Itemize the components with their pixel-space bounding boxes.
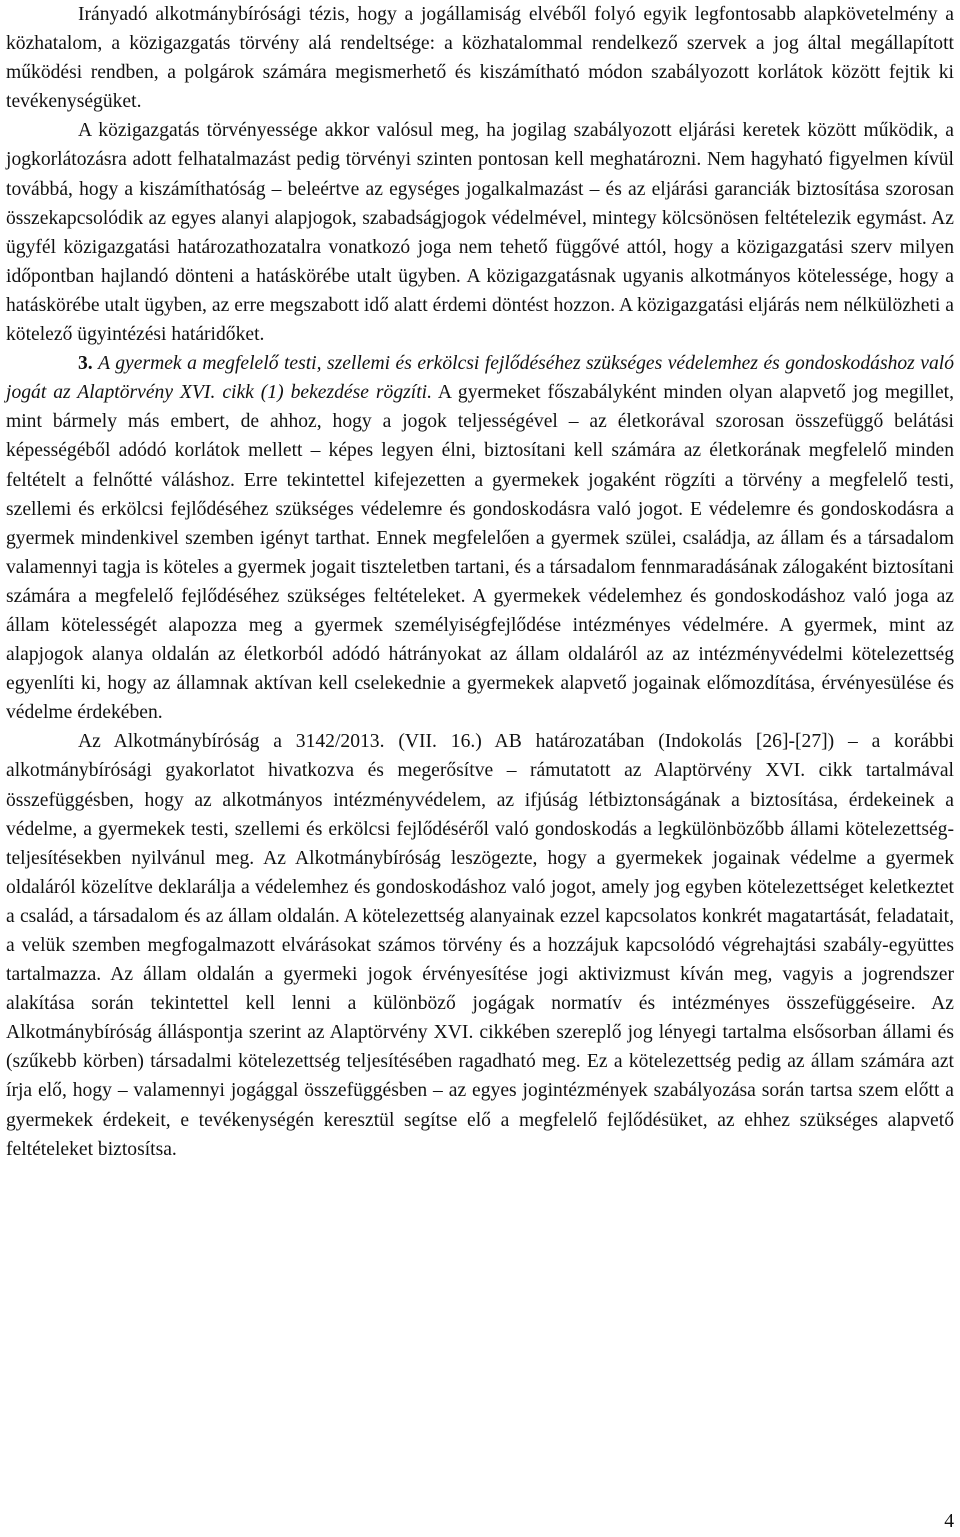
document-page xyxy=(6,0,954,1164)
paragraph-4: Az Alkotmánybíróság a 3142/2013. (VII. 16.) AB határozatában (Indokolás [26]-[27]) – a korábbi alkotmánybírósági gyakorlatot hivatkozva és megerősítve – rámutatott az Alaptörvény XVI. cikk tartalmával összefüggésben, hogy az alkotmányos intézményvédelem, az ifjúság létbiztonságának a biztosítása, érdekeinek a védelme, a gyermekek testi, szellemi és erkölcsi fejlődéséről való gondoskodás a legkülönbözőbb állami kötelezettség-teljesítésekben nyilvánul meg. Az Alkotmánybíróság leszögezte, hogy a gyermekek jogainak védelme a gyermek oldaláról közelítve deklarálja a védelemhez és gondoskodáshoz való jogot, amely jog egyben kötelezettséget keletkeztet a család, a társadalom és az állam oldalán. A kötelezettség alanyainak ezzel kapcsolatos konkrét magatartását, feladatait, a velük szemben megfogalmazott elvárásokat számos törvény és a hozzájuk kapcsolódó végrehajtási szabály-együttes tartalmazza. Az állam oldalán a gyermeki jogok érvényesítése jogi aktivizmust kíván meg, vagyis a jogrendszer alakítása során tekintettel kell lenni a különböző jogágak normatív és intézményes összefüggéseire. Az Alkotmánybíróság álláspontja szerint az Alaptörvény XVI. cikkében szereplő jog lényegi tartalma elsősorban állami és (szűkebb körben) társadalmi kötelezettség teljesítésében ragadható meg. Ez a kötelezettség pedig az állam számára azt írja elő, hogy – valamennyi jogággal összefüggésben – az egyes jogintézmények szabályozása során tartsa szem előtt a gyermekek érdekeit, e tevékenységén keresztül segítse elő a megfelelő fejlődésüket, az ehhez szükséges alapvető feltételeket biztosítsa. xyxy=(6,731,954,1160)
page-number: 4 xyxy=(944,1511,954,1532)
section-italic-lead: A gyermek a megfelelő testi, szellemi és erkölcsi fejlődéséhez szükséges védelemhez és gondoskodáshoz való jogát az Alaptörvény XVI. cikk (1) bekezdése rögzíti. xyxy=(6,353,954,404)
paragraph-3 xyxy=(6,349,954,727)
paragraph-1: Irányadó alkotmánybírósági tézis, hogy a jogállamiság elvéből folyó egyik legfontosabb alapkövetelmény a közhatalom, a közigazgatás törvény alá rendeltsége: a közhatalommal rendelkező szervek a jog által megállapított működési rendben, a polgárok számára megismerhető és kiszámítható módon szabályozott korlátok között fejtik ki tevékenységüket. xyxy=(6,4,954,113)
section-number: 3. xyxy=(78,353,93,375)
paragraph-2: A közigazgatás törvényessége akkor valósul meg, ha jogilag szabályozott eljárási keretek között működik, a jogkorlátozásra adott felhatalmazást pedig törvényi szinten pontosan kell meghatározni. Nem hagyható figyelmen kívül továbbá, hogy a kiszámíthatóság – beleértve az egységes jogalkalmazást – és az eljárási garanciák biztosítása szorosan összekapcsolódik az egyes alanyi alapjogok, szabadságjogok védelmével, mintegy kölcsönösen feltételezik egymást. Az ügyfél közigazgatási határozathozatalra vonatkozó joga nem tehető függővé attól, hogy a közigazgatási szerv milyen időpontban hajlandó dönteni a hatáskörébe utalt ügyben. A közigazgatásnak ugyanis alkotmányos kötelessége, hogy a hatáskörébe utalt ügyben, az erre megszabott idő alatt érdemi döntést hozzon. A közigazgatási eljárás nem nélkülözheti a kötelező ügyintézési határidőket. xyxy=(6,120,954,346)
section-body-text: A gyermeket főszabályként minden olyan alapvető jog megillet, mint bármely más embert, de ahhoz, hogy a jogok teljességével – az életkorával szorosan összefüggő belátási képességéből adódó korlátok mellett – képes legyen élni, biztosítani kell számára az életkorának megfelelő minden feltételt a felnőtté váláshoz. Erre tekintettel kifejezetten a gyermekek jogaként rögzíti a törvény a megfelelő testi, szellemi és erkölcsi fejlődéséhez szükséges védelemre és gondoskodásra való jogot. E védelemre és gondoskodásra a gyermek mindenkivel szemben igényt tarthat. Ennek megfelelően a gyermek szülei, családja, az állam és a társadalom valamennyi tagja is köteles a gyermek jogait tiszteletben tartani, és a társadalom fennmaradásának zálogaként biztosítani számára a megfelelő fejlődéséhez szükséges feltételeket. A gyermekek védelemhez és gondoskodáshoz való joga az állam kötelességét alapozza meg a gyermek személyiségfejlődése intézményes védelmére. A gyermek, mint az alapjogok alanya oldalán az életkorból adódó hátrányokat az állam oldaláról az az intézményvédelmi kötelezettség egyenlíti ki, hogy az államnak aktívan kell cselekednie a gyermekek alapvető jogainak előmozdítása, érvényesülése és védelme érdekében. xyxy=(6,382,954,724)
